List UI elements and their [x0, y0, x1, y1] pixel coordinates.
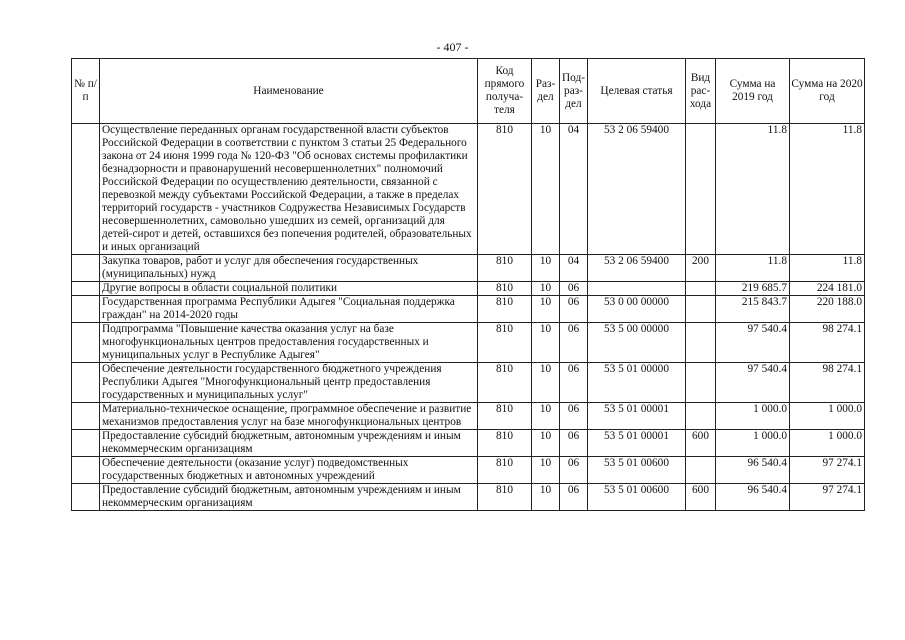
cell-subsection: 04: [560, 124, 588, 255]
cell-name: Осуществление переданных органам государственной власти субъектов Российской Федерации в соответствии с пунктом 3 статьи 25 Федерального закона от 24 июня 1999 года № 120-ФЗ "Об основах системы профилактики безнадзорности и правонарушений несовершеннолетних" полномочий Российской Федерации по осуществлению деятельности, связанной с перевозкой между субъектами Российской Федерации, а также в пределах территорий государств - участников Содружества Независимых Государств несовершеннолетних, самовольно ушедших из семей, организаций для детей-сирот и детей, оставшихся без попечения родителей, образовательных и иных организаций: [100, 124, 478, 255]
cell-sum-2020: 98 274.1: [790, 363, 865, 403]
table-row: [72, 323, 865, 363]
cell-recipient-code: 810: [478, 282, 532, 296]
cell-expense-type: [686, 296, 716, 323]
cell-num: [72, 484, 100, 511]
cell-subsection: 06: [560, 363, 588, 403]
cell-subsection: 06: [560, 430, 588, 457]
cell-recipient-code: 810: [478, 255, 532, 282]
cell-target-article: 53 5 00 00000: [588, 323, 686, 363]
cell-target-article: 53 0 00 00000: [588, 296, 686, 323]
cell-name: Предоставление субсидий бюджетным, автономным учреждениям и иным некоммерческим организациям: [100, 430, 478, 457]
cell-sum-2020: 220 188.0: [790, 296, 865, 323]
table-row: [72, 430, 865, 457]
cell-name: Государственная программа Республики Адыгея "Социальная поддержка граждан" на 2014-2020 годы: [100, 296, 478, 323]
cell-section: 10: [532, 124, 560, 255]
cell-target-article: 53 5 01 00600: [588, 457, 686, 484]
cell-recipient-code: 810: [478, 403, 532, 430]
cell-section: 10: [532, 255, 560, 282]
header-sum-2019: Сумма на 2019 год: [716, 59, 790, 124]
cell-subsection: 06: [560, 484, 588, 511]
cell-num: [72, 403, 100, 430]
cell-expense-type: 600: [686, 484, 716, 511]
cell-subsection: 06: [560, 296, 588, 323]
cell-expense-type: 600: [686, 430, 716, 457]
cell-recipient-code: 810: [478, 457, 532, 484]
table-row: [72, 282, 865, 296]
cell-expense-type: [686, 323, 716, 363]
cell-target-article: 53 2 06 59400: [588, 124, 686, 255]
cell-sum-2019: 96 540.4: [716, 484, 790, 511]
cell-section: 10: [532, 403, 560, 430]
cell-num: [72, 363, 100, 403]
cell-section: 10: [532, 323, 560, 363]
cell-expense-type: [686, 363, 716, 403]
cell-section: 10: [532, 457, 560, 484]
cell-sum-2020: 1 000.0: [790, 403, 865, 430]
cell-name: Материально-техническое оснащение, программное обеспечение и развитие механизмов предоставления услуг на базе многофункциональных центров: [100, 403, 478, 430]
cell-sum-2019: 11.8: [716, 124, 790, 255]
table-row: [72, 255, 865, 282]
header-section: Раз-дел: [532, 59, 560, 124]
cell-expense-type: [686, 282, 716, 296]
page-number: - 407 -: [436, 40, 469, 54]
cell-expense-type: [686, 403, 716, 430]
cell-expense-type: [686, 457, 716, 484]
header-num: № п/п: [72, 59, 100, 124]
cell-expense-type: [686, 124, 716, 255]
cell-target-article: 53 5 01 00001: [588, 430, 686, 457]
cell-name: Подпрограмма "Повышение качества оказания услуг на базе многофункциональных центров предоставления государственных и муниципальных услуг в Республике Адыгея": [100, 323, 478, 363]
cell-target-article: 53 2 06 59400: [588, 255, 686, 282]
cell-recipient-code: 810: [478, 363, 532, 403]
cell-subsection: 06: [560, 457, 588, 484]
cell-section: 10: [532, 430, 560, 457]
cell-section: 10: [532, 282, 560, 296]
table-row: [72, 403, 865, 430]
cell-name: Обеспечение деятельности (оказание услуг) подведомственных государственных бюджетных и автономных учреждений: [100, 457, 478, 484]
cell-num: [72, 323, 100, 363]
cell-section: 10: [532, 484, 560, 511]
cell-sum-2019: 11.8: [716, 255, 790, 282]
cell-name: Закупка товаров, работ и услуг для обеспечения государственных (муниципальных) нужд: [100, 255, 478, 282]
header-sum-2020: Сумма на 2020 год: [790, 59, 865, 124]
cell-recipient-code: 810: [478, 124, 532, 255]
cell-num: [72, 457, 100, 484]
cell-recipient-code: 810: [478, 484, 532, 511]
cell-num: [72, 255, 100, 282]
cell-name: Другие вопросы в области социальной политики: [100, 282, 478, 296]
cell-sum-2019: 97 540.4: [716, 323, 790, 363]
cell-target-article: [588, 282, 686, 296]
cell-recipient-code: 810: [478, 430, 532, 457]
table-row: [72, 124, 865, 255]
cell-sum-2020: 97 274.1: [790, 457, 865, 484]
cell-subsection: 06: [560, 323, 588, 363]
header-expense-type: Вид рас-хода: [686, 59, 716, 124]
cell-target-article: 53 5 01 00600: [588, 484, 686, 511]
cell-sum-2020: 224 181.0: [790, 282, 865, 296]
cell-sum-2019: 97 540.4: [716, 363, 790, 403]
budget-table: [71, 58, 865, 511]
cell-num: [72, 282, 100, 296]
header-subsection: Под-раз-дел: [560, 59, 588, 124]
cell-sum-2020: 11.8: [790, 124, 865, 255]
cell-sum-2020: 98 274.1: [790, 323, 865, 363]
cell-name: Предоставление субсидий бюджетным, автономным учреждениям и иным некоммерческим организациям: [100, 484, 478, 511]
cell-sum-2019: 215 843.7: [716, 296, 790, 323]
cell-sum-2020: 11.8: [790, 255, 865, 282]
cell-sum-2020: 97 274.1: [790, 484, 865, 511]
cell-section: 10: [532, 296, 560, 323]
cell-sum-2019: 1 000.0: [716, 430, 790, 457]
header-recipient-code: Код прямого получа-теля: [478, 59, 532, 124]
cell-recipient-code: 810: [478, 323, 532, 363]
cell-sum-2019: 219 685.7: [716, 282, 790, 296]
cell-sum-2019: 96 540.4: [716, 457, 790, 484]
table-row: [72, 457, 865, 484]
cell-num: [72, 430, 100, 457]
cell-subsection: 06: [560, 282, 588, 296]
cell-target-article: 53 5 01 00001: [588, 403, 686, 430]
cell-expense-type: 200: [686, 255, 716, 282]
cell-name: Обеспечение деятельности государственного бюджетного учреждения Республики Адыгея "Многофункциональный центр предоставления государственных и муниципальных услуг": [100, 363, 478, 403]
cell-subsection: 04: [560, 255, 588, 282]
cell-num: [72, 296, 100, 323]
table-row: [72, 296, 865, 323]
cell-recipient-code: 810: [478, 296, 532, 323]
header-name: Наименование: [100, 59, 478, 124]
cell-sum-2019: 1 000.0: [716, 403, 790, 430]
cell-sum-2020: 1 000.0: [790, 430, 865, 457]
cell-target-article: 53 5 01 00000: [588, 363, 686, 403]
table-header-row: [72, 59, 865, 124]
cell-num: [72, 124, 100, 255]
cell-section: 10: [532, 363, 560, 403]
table-row: [72, 484, 865, 511]
cell-subsection: 06: [560, 403, 588, 430]
table-row: [72, 363, 865, 403]
header-target-article: Целевая статья: [588, 59, 686, 124]
